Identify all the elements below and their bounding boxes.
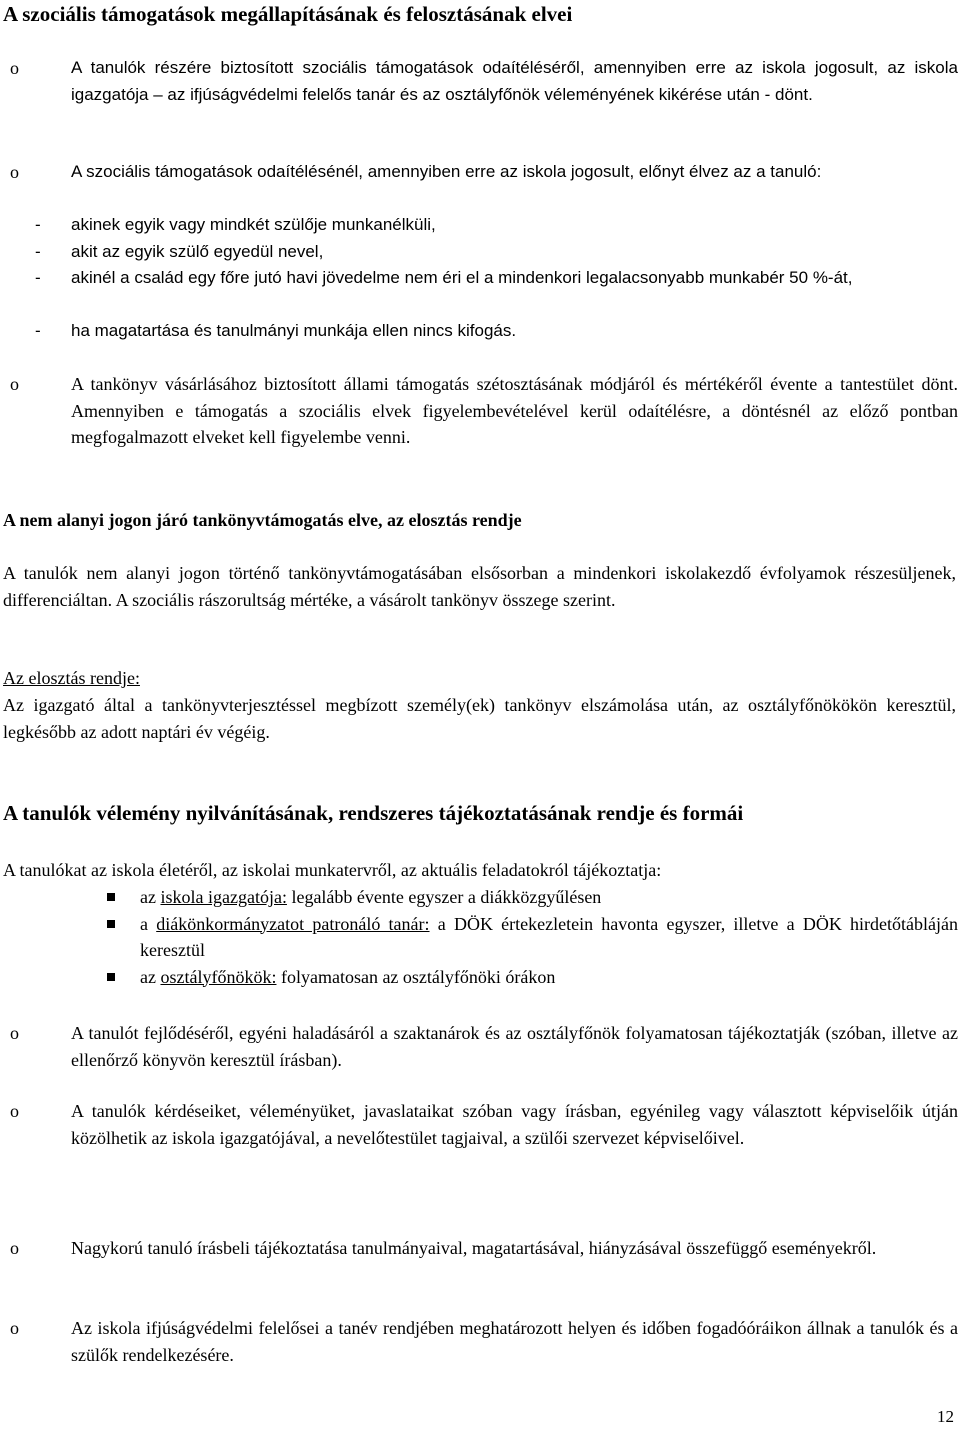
bullet-circle: o	[10, 162, 19, 182]
paragraph-distribution-order: Az igazgató által a tankönyvterjesztéssel megbízott személy(ek) tankönyv elszámolása után, az osztályfőnökökön keresztül, legkésőbb az adott naptári év végéig.	[3, 695, 956, 742]
section-title-student-opinion: A tanulók vélemény nyilvánításának, rendszeres tájékoztatásának rendje és formái	[3, 801, 744, 825]
paragraph-social-support-decision: A tanulók részére biztosított szociális támogatások odaítéléséről, amennyiben erre az iskola jogosult, az iskola igazgatója – az ifjúságvédelmi felelős tanár és az osztályfőnök véleményének kikérése után - dönt.	[71, 58, 958, 104]
dash-marker: -	[35, 215, 41, 234]
bullet-circle: o	[10, 1238, 19, 1258]
bullet-circle: o	[10, 1023, 19, 1043]
dash-marker: -	[35, 268, 41, 287]
dash-item: - akit az egyik szülő egyedül nevel,	[71, 239, 951, 266]
square-bullet-marker	[107, 973, 115, 981]
bullet-circle: o	[10, 58, 19, 78]
paragraph-office-hours: Az iskola ifjúságvédelmi felelősei a tanév rendjében meghatározott helyen és időben fogadóóráikon állnak a tanulók és a szülők rendelkezésére.	[71, 1318, 958, 1365]
paragraph-informing-intro: A tanulókat az iskola életéről, az iskolai munkatervről, az aktuális feladatokról tájékoztatja:	[3, 860, 662, 880]
dash-list	[35, 212, 951, 345]
preference-intro: A szociális támogatások odaítélésénél, amennyiben erre az iskola jogosult, előnyt élvez az a tanuló:	[71, 162, 822, 181]
dash-item: - ha magatartása és tanulmányi munkája ellen nincs kifogás.	[71, 318, 951, 345]
section-title-social-support: A szociális támogatások megállapításának és felosztásának elvei	[3, 2, 573, 26]
paragraph-progress-info: A tanulót fejlődéséről, egyéni haladásáról a szaktanárok és az osztályfőnök folyamatosan tájékoztatják (szóban, illetve az ellenőrző könyvön keresztül írásban).	[71, 1023, 958, 1070]
bullet-circle: o	[10, 1101, 19, 1121]
square-bullet-marker	[107, 893, 115, 901]
dash-item: - akinél a család egy főre jutó havi jövedelme nem éri el a mindenkori legalacsonyabb munkabér 50 %-át,	[71, 265, 951, 318]
dash-marker: -	[35, 321, 41, 340]
dash-item: - akinek egyik vagy mindkét szülője munkanélküli,	[71, 212, 951, 239]
square-bullet-marker	[107, 920, 115, 928]
square-bullet-item: az osztályfőnökök: folyamatosan az osztályfőnöki órákon	[0, 964, 958, 991]
paragraph-textbook-support: A tankönyv vásárlásához biztosított állami támogatás szétosztásának módjáról és mértékéről évente a tantestület dönt. Amennyiben e támogatás a szociális elvek figyelembevételével kerül odaítélésre, a döntésnél az előző pontban megfogalmazott elveket kell figyelembe venni.	[71, 374, 958, 447]
paragraph-student-questions: A tanulók kérdéseiket, véleményüket, javaslataikat szóban vagy írásban, egyénileg vagy választott képviselőik útján közölhetik az iskola igazgatójával, a nevelőtestület tagjaival, a szülői szervezet képviselőivel.	[71, 1101, 958, 1148]
paragraph-preference-criteria	[71, 159, 958, 186]
bullet-circle: o	[10, 1318, 19, 1338]
subheading-distribution-order: Az elosztás rendje:	[3, 668, 140, 688]
paragraph-textbook-allocation: A tanulók nem alanyi jogon történő tankönyvtámogatásában elsősorban a mindenkori iskolakezdő évfolyamok részesüljenek, differenciáltan. A szociális rászorultság mértéke, a vásárolt tankönyv összege szerint.	[3, 563, 956, 610]
dash-marker: -	[35, 241, 41, 261]
paragraph-adult-student-info: Nagykorú tanuló írásbeli tájékoztatása tanulmányaival, magatartásával, hiányzásával összefüggő eseményekről.	[71, 1238, 877, 1258]
square-bullet-item: a diákönkormányzatot patronáló tanár: a DÖK értekezletein havonta egyszer, illetve a DÖK hirdetőtábláján keresztül	[0, 911, 958, 964]
page-number: 12	[937, 1407, 954, 1426]
section-title-textbook-support: A nem alanyi jogon járó tankönyvtámogatás elve, az elosztás rendje	[3, 510, 522, 530]
square-bullet-item: az iskola igazgatója: legalább évente egyszer a diákközgyűlésen	[0, 884, 958, 911]
bullet-circle: o	[10, 374, 19, 394]
square-bullet-list	[0, 884, 958, 990]
